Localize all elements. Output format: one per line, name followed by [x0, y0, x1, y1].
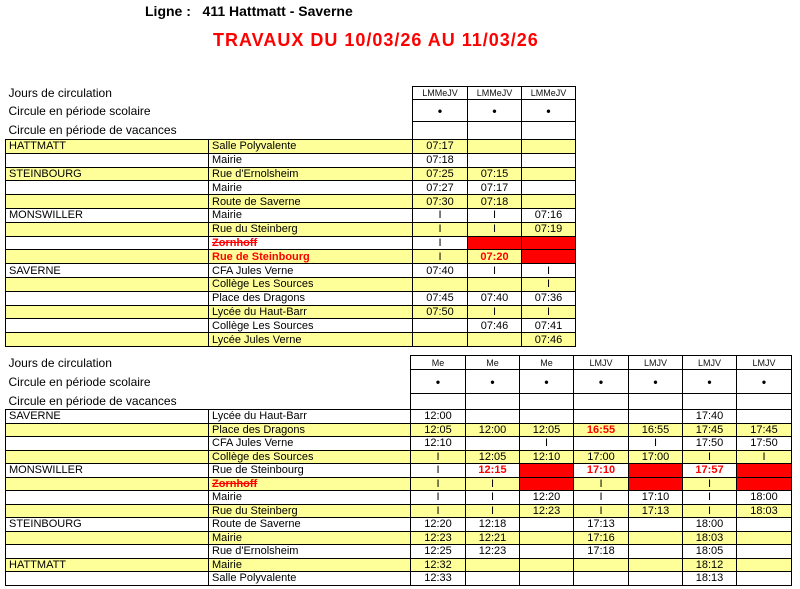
timetable-row [6, 545, 792, 559]
time-cell [629, 558, 683, 572]
school-period-dot: • [466, 370, 520, 394]
closure-cell [522, 236, 576, 250]
timetable-row [6, 277, 576, 291]
stop-cell: Route de Saverne [209, 195, 413, 209]
stop-cell: Lycée du Haut-Barr [209, 305, 413, 319]
time-cell: 17:13 [629, 504, 683, 518]
time-cell: 17:10 [629, 491, 683, 505]
stop-cell: Mairie [209, 531, 411, 545]
time-cell: 12:18 [466, 518, 520, 532]
stop-cell: Rue de Steinbourg [209, 464, 411, 478]
time-cell [520, 531, 574, 545]
vacation-period-cell [413, 122, 468, 140]
location-cell [6, 572, 209, 586]
timetable-row [6, 333, 576, 347]
location-cell: SAVERNE [6, 264, 209, 278]
vacation-period-cell [737, 394, 792, 410]
time-cell: 12:25 [411, 545, 466, 559]
timetable-row [6, 305, 576, 319]
stop-cell: Mairie [209, 153, 413, 167]
location-cell: HATTMATT [6, 558, 209, 572]
time-cell: 07:16 [522, 208, 576, 222]
time-cell: 07:19 [522, 222, 576, 236]
time-cell [466, 437, 520, 451]
time-cell: I [466, 504, 520, 518]
timetable-row [6, 572, 792, 586]
time-cell: 12:23 [466, 545, 520, 559]
stop-cell: Salle Polyvalente [209, 572, 411, 586]
time-cell [737, 558, 792, 572]
time-cell: 17:50 [737, 437, 792, 451]
location-cell: HATTMATT [6, 140, 209, 154]
header-row [6, 122, 576, 140]
header-row [6, 394, 792, 410]
timetable-row [6, 250, 576, 264]
days-of-operation-label: Jours de circulation [8, 86, 112, 100]
time-cell: I [574, 477, 629, 491]
line-title: Ligne : 411 Hattmatt - Saverne [145, 3, 353, 19]
stop-cell: Rue du Steinberg [209, 222, 413, 236]
school-period-dot: • [629, 370, 683, 394]
time-cell: I [413, 208, 468, 222]
day-code-header: LMMeJV [468, 87, 522, 100]
timetable-row [6, 208, 576, 222]
closure-cell [629, 477, 683, 491]
time-cell: I [411, 504, 466, 518]
time-cell [522, 140, 576, 154]
time-cell [629, 518, 683, 532]
time-cell: 12:00 [466, 423, 520, 437]
stop-cell: Rue du Steinberg [209, 504, 411, 518]
time-cell [520, 572, 574, 586]
time-cell: I [629, 437, 683, 451]
time-cell: I [683, 450, 737, 464]
time-cell: 07:41 [522, 319, 576, 333]
stop-cell: Collège Les Sources [209, 319, 413, 333]
time-cell [574, 572, 629, 586]
vacation-period-cell [468, 122, 522, 140]
timetable-row [6, 181, 576, 195]
time-cell: 17:18 [574, 545, 629, 559]
location-cell [6, 450, 209, 464]
time-cell [468, 277, 522, 291]
location-cell [6, 222, 209, 236]
timetable-row [6, 450, 792, 464]
stop-cell: Mairie [209, 181, 413, 195]
time-cell: 07:18 [413, 153, 468, 167]
day-code-header: LMJV [574, 356, 629, 370]
timetable-row [6, 491, 792, 505]
location-cell: MONSWILLER [6, 208, 209, 222]
time-cell: 18:05 [683, 545, 737, 559]
time-cell: 07:50 [413, 305, 468, 319]
time-cell: 17:10 [574, 464, 629, 478]
stop-cell: Zornhoff [209, 477, 411, 491]
time-cell [413, 319, 468, 333]
time-cell: 16:55 [574, 423, 629, 437]
time-cell: 17:40 [683, 410, 737, 424]
timetable-row [6, 153, 576, 167]
time-cell [737, 518, 792, 532]
location-cell [6, 250, 209, 264]
day-code-header: LMMeJV [413, 87, 468, 100]
time-cell: I [413, 236, 468, 250]
location-cell [6, 531, 209, 545]
time-cell [520, 558, 574, 572]
location-cell [6, 181, 209, 195]
time-cell: 18:03 [683, 531, 737, 545]
day-code-header: LMJV [683, 356, 737, 370]
closure-cell [737, 477, 792, 491]
time-cell [629, 531, 683, 545]
header-row [6, 87, 576, 100]
closure-cell [737, 464, 792, 478]
time-cell: 12:20 [520, 491, 574, 505]
school-period-dot: • [737, 370, 792, 394]
time-cell [737, 410, 792, 424]
stop-cell: Place des Dragons [209, 423, 411, 437]
day-code-header: LMMeJV [522, 87, 576, 100]
timetable-row [6, 319, 576, 333]
time-cell [413, 277, 468, 291]
time-cell: I [522, 264, 576, 278]
time-cell: 18:00 [683, 518, 737, 532]
school-period-dot: • [411, 370, 466, 394]
location-cell [6, 195, 209, 209]
time-cell: I [683, 477, 737, 491]
timetable-row [6, 504, 792, 518]
location-cell [6, 545, 209, 559]
days-of-operation-label: Jours de circulation [8, 355, 112, 370]
time-cell: 17:45 [683, 423, 737, 437]
timetable-row [6, 222, 576, 236]
time-cell: 17:13 [574, 518, 629, 532]
time-cell: I [683, 491, 737, 505]
time-cell [466, 410, 520, 424]
location-cell [6, 277, 209, 291]
time-cell [468, 140, 522, 154]
timetable-row [6, 518, 792, 532]
time-cell [522, 153, 576, 167]
stop-cell: Mairie [209, 491, 411, 505]
time-cell: 12:32 [411, 558, 466, 572]
day-code-header: Me [411, 356, 466, 370]
time-cell [574, 437, 629, 451]
time-cell [737, 531, 792, 545]
time-cell: 07:30 [413, 195, 468, 209]
time-cell [737, 545, 792, 559]
location-cell: STEINBOURG [6, 167, 209, 181]
closure-cell [520, 464, 574, 478]
timetable-row [6, 264, 576, 278]
time-cell: 12:05 [411, 423, 466, 437]
closure-cell [629, 464, 683, 478]
school-period-dot: • [522, 100, 576, 122]
time-cell [574, 558, 629, 572]
location-cell: SAVERNE [6, 410, 209, 424]
time-cell [737, 572, 792, 586]
stop-cell: Salle Polyvalente [209, 140, 413, 154]
timetable-afternoon [5, 355, 792, 586]
stop-cell: CFA Jules Verne [209, 264, 413, 278]
time-cell: 07:36 [522, 291, 576, 305]
time-cell [520, 410, 574, 424]
stop-cell: Mairie [209, 558, 411, 572]
stop-cell: Rue de Steinbourg [209, 250, 413, 264]
time-cell [466, 558, 520, 572]
time-cell: 17:00 [574, 450, 629, 464]
location-cell [6, 491, 209, 505]
closure-cell [522, 250, 576, 264]
timetable-row [6, 423, 792, 437]
time-cell: 07:25 [413, 167, 468, 181]
time-cell: 12:05 [466, 450, 520, 464]
stop-cell: Route de Saverne [209, 518, 411, 532]
header-row [6, 356, 792, 370]
time-cell: I [737, 450, 792, 464]
timetable-row [6, 291, 576, 305]
header-row [6, 370, 792, 394]
time-cell: I [411, 464, 466, 478]
location-cell [6, 423, 209, 437]
timetable-row [6, 558, 792, 572]
timetable-row [6, 140, 576, 154]
time-cell: 12:10 [520, 450, 574, 464]
time-cell [629, 410, 683, 424]
time-cell: 12:33 [411, 572, 466, 586]
header-row [6, 100, 576, 122]
time-cell: I [522, 305, 576, 319]
timetable-grid-afternoon [5, 355, 792, 586]
closure-cell [468, 236, 522, 250]
time-cell: I [466, 477, 520, 491]
time-cell: 12:10 [411, 437, 466, 451]
time-cell [468, 333, 522, 347]
location-cell [6, 153, 209, 167]
vacation-period-cell [411, 394, 466, 410]
time-cell: 07:20 [468, 250, 522, 264]
time-cell: 17:00 [629, 450, 683, 464]
vacation-period-cell [520, 394, 574, 410]
time-cell: I [411, 477, 466, 491]
time-cell: 18:00 [737, 491, 792, 505]
stop-cell: Lycée du Haut-Barr [209, 410, 411, 424]
time-cell [413, 333, 468, 347]
time-cell: 07:46 [468, 319, 522, 333]
location-cell [6, 236, 209, 250]
timetable-grid-morning [5, 86, 576, 347]
location-cell [6, 477, 209, 491]
stop-cell: Collège des Sources [209, 450, 411, 464]
school-period-dot: • [683, 370, 737, 394]
time-cell: 12:20 [411, 518, 466, 532]
vacation-period-cell [629, 394, 683, 410]
time-cell [468, 153, 522, 167]
time-cell: 07:15 [468, 167, 522, 181]
stop-cell: Mairie [209, 208, 413, 222]
timetable-row [6, 167, 576, 181]
school-period-dot: • [413, 100, 468, 122]
time-cell: 07:27 [413, 181, 468, 195]
location-cell [6, 437, 209, 451]
day-code-header: LMJV [629, 356, 683, 370]
timetable-row [6, 410, 792, 424]
time-cell: I [468, 222, 522, 236]
time-cell [520, 518, 574, 532]
time-cell: 17:16 [574, 531, 629, 545]
timetable-row [6, 195, 576, 209]
time-cell: I [683, 504, 737, 518]
location-cell [6, 333, 209, 347]
time-cell [522, 167, 576, 181]
time-cell: 07:40 [468, 291, 522, 305]
time-cell: I [574, 504, 629, 518]
vacation-period-label: Circule en période de vacances [8, 123, 177, 138]
location-cell: STEINBOURG [6, 518, 209, 532]
time-cell: 12:23 [411, 531, 466, 545]
school-period-label: Circule en période scolaire [8, 374, 151, 389]
time-cell: 17:50 [683, 437, 737, 451]
time-cell [466, 572, 520, 586]
time-cell: I [468, 264, 522, 278]
time-cell: 07:17 [413, 140, 468, 154]
time-cell [522, 195, 576, 209]
time-cell: 12:05 [520, 423, 574, 437]
time-cell: 07:46 [522, 333, 576, 347]
closure-cell [520, 477, 574, 491]
day-code-header: Me [520, 356, 574, 370]
time-cell [629, 545, 683, 559]
time-cell: I [413, 250, 468, 264]
timetable-row [6, 477, 792, 491]
time-cell: I [466, 491, 520, 505]
school-period-dot: • [468, 100, 522, 122]
time-cell: 18:13 [683, 572, 737, 586]
time-cell: I [468, 208, 522, 222]
time-cell: 12:00 [411, 410, 466, 424]
works-notice: TRAVAUX DU 10/03/26 AU 11/03/26 [213, 30, 539, 50]
day-code-header: Me [466, 356, 520, 370]
stop-cell: CFA Jules Verne [209, 437, 411, 451]
time-cell: I [520, 437, 574, 451]
time-cell: 12:21 [466, 531, 520, 545]
school-period-label: Circule en période scolaire [8, 103, 151, 118]
vacation-period-cell [574, 394, 629, 410]
stop-cell: Rue d'Ernolsheim [209, 545, 411, 559]
vacation-period-cell [683, 394, 737, 410]
day-code-header: LMJV [737, 356, 792, 370]
time-cell: I [411, 491, 466, 505]
timetable-row [6, 464, 792, 478]
time-cell: 18:12 [683, 558, 737, 572]
timetable-row [6, 236, 576, 250]
vacation-period-cell [466, 394, 520, 410]
stop-cell: Lycée Jules Verne [209, 333, 413, 347]
time-cell: 17:57 [683, 464, 737, 478]
time-cell: 07:18 [468, 195, 522, 209]
location-cell [6, 504, 209, 518]
school-period-dot: • [574, 370, 629, 394]
school-period-dot: • [520, 370, 574, 394]
time-cell: 07:17 [468, 181, 522, 195]
time-cell: I [522, 277, 576, 291]
stop-cell: Rue d'Ernolsheim [209, 167, 413, 181]
time-cell: I [411, 450, 466, 464]
timetable-row [6, 531, 792, 545]
time-cell: 12:15 [466, 464, 520, 478]
time-cell: I [574, 491, 629, 505]
location-cell: MONSWILLER [6, 464, 209, 478]
time-cell: I [413, 222, 468, 236]
time-cell: 12:23 [520, 504, 574, 518]
time-cell: 07:40 [413, 264, 468, 278]
time-cell: 17:45 [737, 423, 792, 437]
time-cell: 16:55 [629, 423, 683, 437]
time-cell: 07:45 [413, 291, 468, 305]
vacation-period-cell [522, 122, 576, 140]
location-cell [6, 305, 209, 319]
time-cell [522, 181, 576, 195]
stop-cell: Collège Les Sources [209, 277, 413, 291]
time-cell: 18:03 [737, 504, 792, 518]
stop-cell: Place des Dragons [209, 291, 413, 305]
vacation-period-label: Circule en période de vacances [8, 394, 177, 409]
stop-cell: Zornhoff [209, 236, 413, 250]
timetable-row [6, 437, 792, 451]
timetable-morning [5, 86, 576, 347]
location-cell [6, 319, 209, 333]
time-cell [574, 410, 629, 424]
time-cell: I [468, 305, 522, 319]
time-cell [520, 545, 574, 559]
time-cell [629, 572, 683, 586]
location-cell [6, 291, 209, 305]
